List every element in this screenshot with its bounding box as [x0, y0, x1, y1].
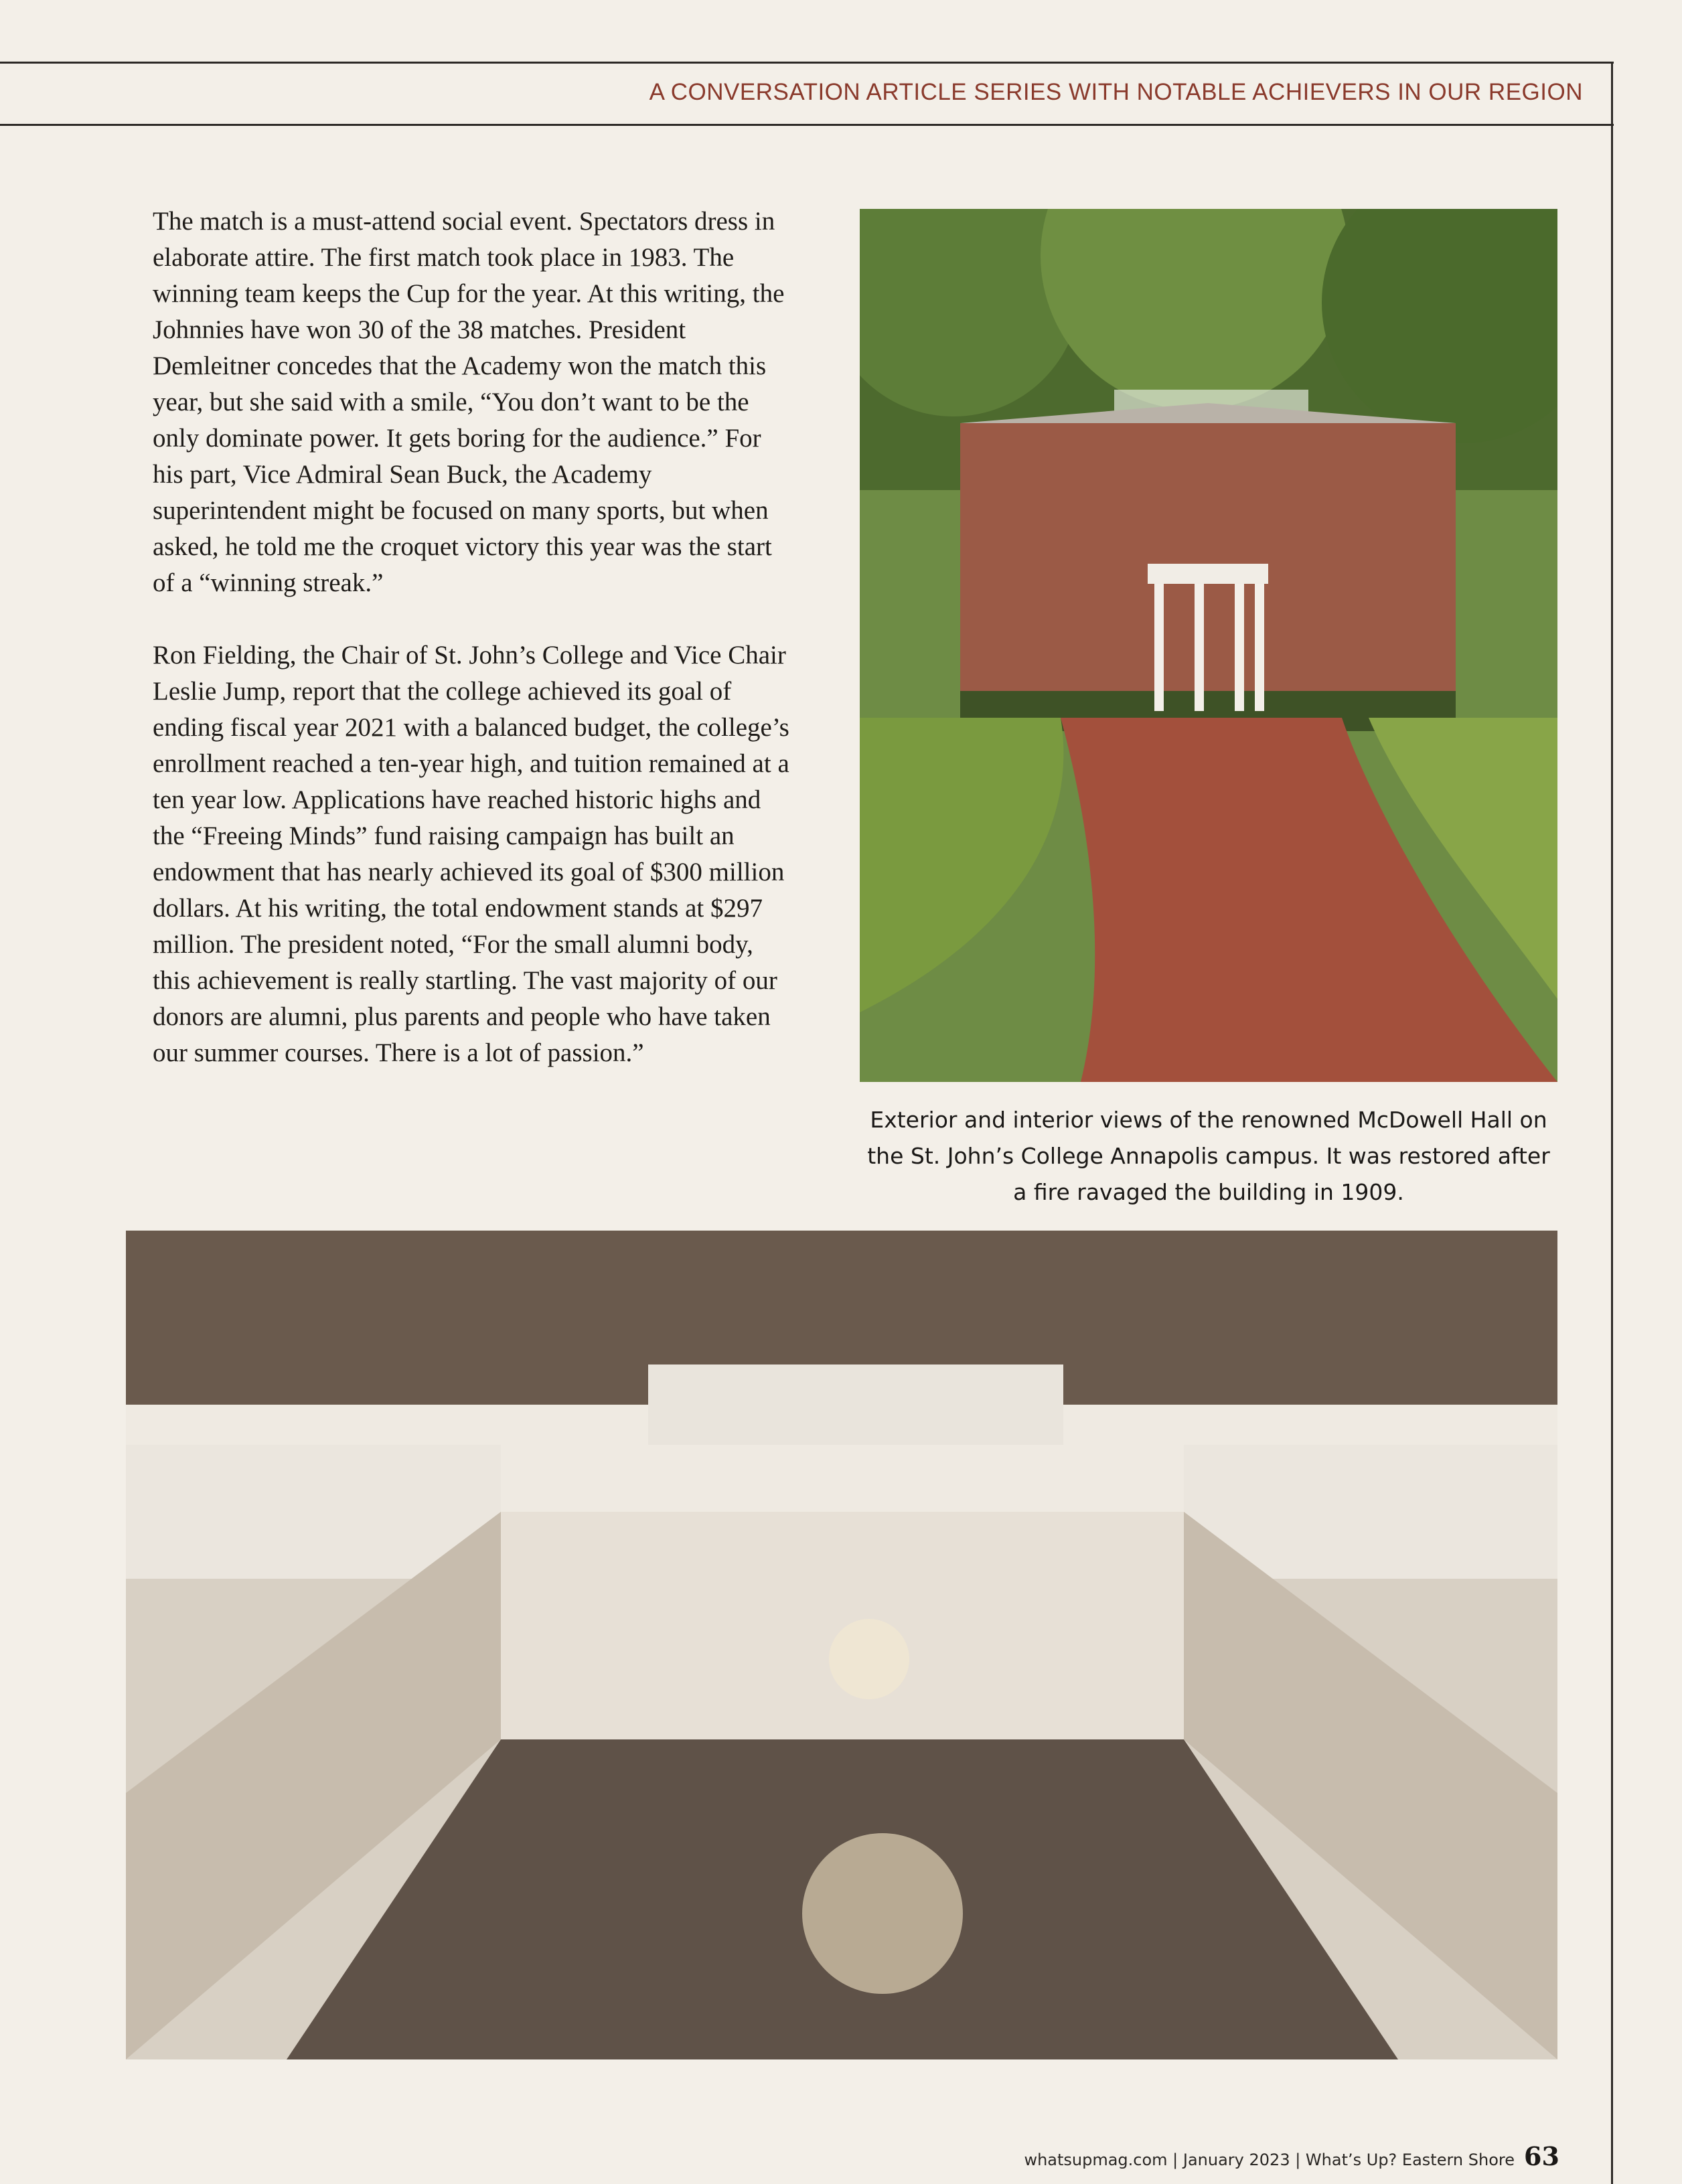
article-body	[153, 204, 795, 1107]
footer-publication-info: whatsupmag.com | January 2023 | What’s Up? Eastern Shore	[1024, 2151, 1515, 2169]
mcdowell-hall-interior-photo	[126, 1231, 1557, 2059]
article-paragraph: The match is a must-attend social event. Spectators dress in elaborate attire. The first match took place in 1983. The winning team keeps the Cup for the year. At this writing, the Johnnies have won 30 of the 38 matches. President Demleitner concedes that the Academy won the match this year, but she said with a smile, “You don’t want to be the only dominate power. It gets boring for the audience.” For his part, Vice Admiral Sean Buck, the Academy superintendent might be focused on many sports, but when asked, he told me the croquet victory this year was the start of a “winning streak.”	[153, 207, 785, 597]
article-paragraph: Ron Fielding, the Chair of St. John’s College and Vice Chair Leslie Jump, report that the college achieved its goal of ending fiscal year 2021 with a balanced budget, the college’s enrollment reached a ten-year high, and tuition remained at a ten year low. Applications have reached historic highs and the “Freeing Minds” fund raising campaign has built an endowment that has nearly achieved its goal of $300 million dollars. At his writing, the total endowment stands at $297 million. The president noted, “For the small alumni body, this achievement is really startling. The vast majority of our donors are alumni, plus parents and people who have taken our summer courses. There is a lot of passion.”	[153, 641, 789, 1067]
interior-illustration	[126, 1231, 1557, 2059]
exterior-illustration	[860, 209, 1557, 1082]
series-label: A CONVERSATION ARTICLE SERIES WITH NOTABLE ACHIEVERS IN OUR REGION	[649, 79, 1583, 105]
mcdowell-hall-exterior-photo	[860, 209, 1557, 1082]
page-number: 63	[1524, 2141, 1559, 2171]
photo-caption: Exterior and interior views of the renowned McDowell Hall on the St. John’s College Annapolis campus. It was restored after a fire ravaged the building in 1909.	[867, 1107, 1550, 1205]
right-page-rule	[1611, 62, 1613, 2184]
